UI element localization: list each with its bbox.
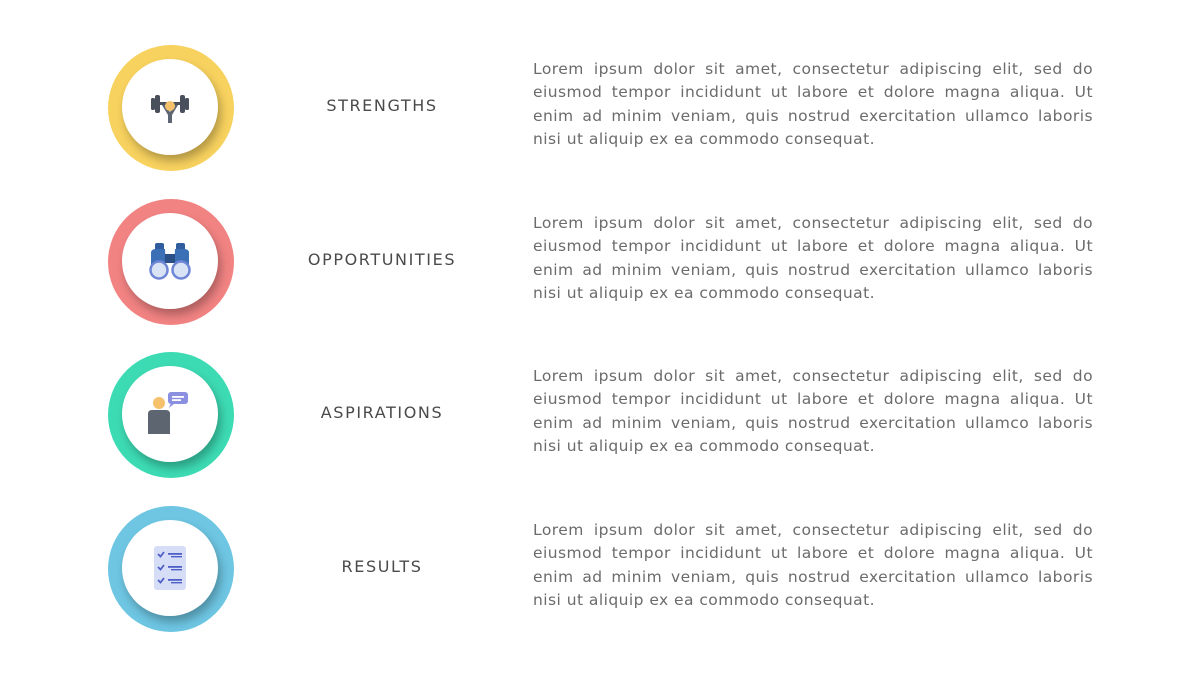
opportunities-label: OPPORTUNITIES — [307, 250, 457, 269]
soar-row-aspirations — [0, 337, 1200, 491]
soar-row-results — [0, 491, 1200, 645]
checklist-icon — [153, 545, 187, 591]
strengths-icon-badge — [122, 59, 218, 155]
opportunities-ring — [108, 199, 234, 325]
aspirations-ring — [108, 352, 234, 478]
strengths-ring — [108, 45, 234, 171]
aspirations-label: ASPIRATIONS — [320, 403, 444, 422]
soar-row-opportunities — [0, 184, 1200, 338]
aspirations-icon-badge — [122, 366, 218, 462]
weightlifter-icon — [148, 89, 192, 125]
strengths-label: STRENGTHS — [326, 96, 438, 115]
results-icon-badge — [122, 520, 218, 616]
aspirations-description: Lorem ipsum dolor sit amet, consectetur adipiscing elit, sed do eiusmod tempor incididunt ut labore et dolore magna aliqua. Ut enim ad minim veniam, quis nostrud exercitation ullamco laboris nisi ut aliquip ex ea commodo consequat. — [533, 367, 1093, 455]
opportunities-description: Lorem ipsum dolor sit amet, consectetur adipiscing elit, sed do eiusmod tempor incididunt ut labore et dolore magna aliqua. Ut enim ad minim veniam, quis nostrud exercitation ullamco laboris nisi ut aliquip ex ea commodo consequat. — [533, 214, 1093, 302]
opportunities-icon-badge — [122, 213, 218, 309]
person-speech-icon — [146, 390, 194, 438]
results-ring — [108, 506, 234, 632]
results-description: Lorem ipsum dolor sit amet, consectetur adipiscing elit, sed do eiusmod tempor incididunt ut labore et dolore magna aliqua. Ut enim ad minim veniam, quis nostrud exercitation ullamco laboris nisi ut aliquip ex ea commodo consequat. — [533, 521, 1093, 609]
strengths-description: Lorem ipsum dolor sit amet, consectetur adipiscing elit, sed do eiusmod tempor incididunt ut labore et dolore magna aliqua. Ut enim ad minim veniam, quis nostrud exercitation ullamco laboris nisi ut aliquip ex ea commodo consequat. — [533, 60, 1093, 148]
results-label: RESULTS — [341, 557, 423, 576]
binoculars-icon — [147, 241, 193, 281]
soar-row-strengths — [0, 30, 1200, 184]
